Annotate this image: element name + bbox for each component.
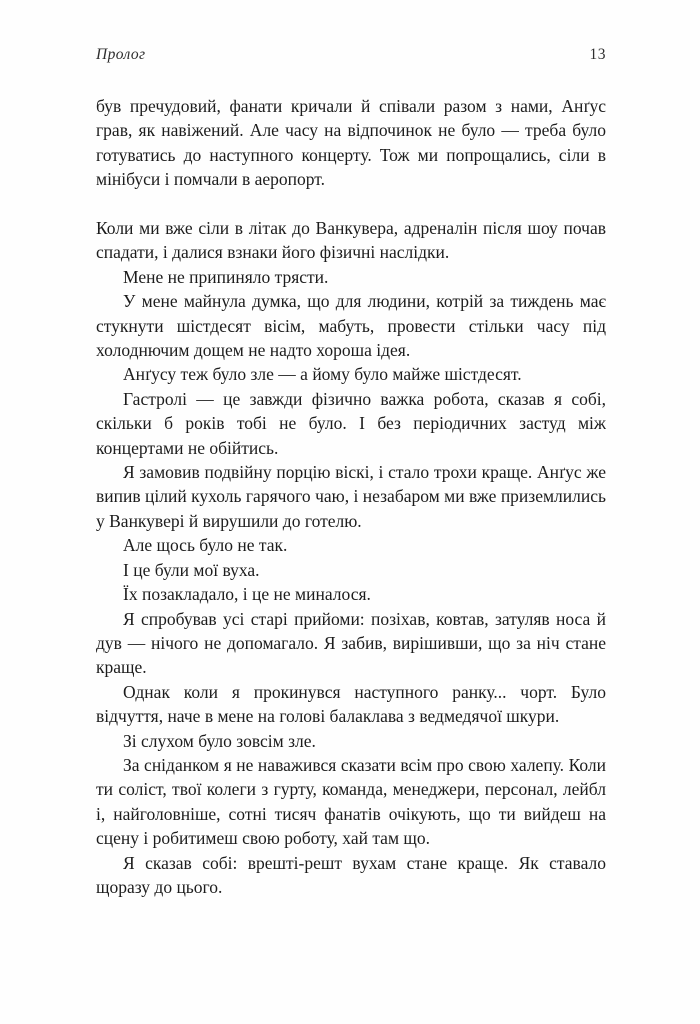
page-body	[96, 94, 606, 899]
paragraph: Гастролі — це завжди фізично важка робота, сказав я собі, скільки б років тобі не було. І без періодичних застуд між концертами не обійтись.	[96, 388, 606, 458]
paragraph: Але щось було не так.	[123, 535, 288, 556]
paragraph: У мене майнула думка, що для людини, котрій за тиждень має стукнути шістдесят вісім, мабуть, провести стільки часу під холоднючим дощем не надто хороша ідея.	[96, 291, 606, 361]
paragraph: був пречудовий, фанати кричали й співали разом з нами, Анґус грав, як навіжений. Але часу на відпочинок не було — треба було готуватись до наступного концерту. Тож ми попрощались, сіли в мінібуси і помчали в аеропорт.	[96, 96, 606, 190]
page-header	[96, 46, 606, 64]
paragraph: Анґусу теж було зле — а йому було майже шістдесят.	[123, 364, 522, 385]
paragraph: Однак коли я прокинувся наступного ранку... чорт. Було відчуття, наче в мене на голові балаклава з ведмедячої шкури.	[96, 681, 606, 727]
paragraph: Їх позакладало, і це не миналося.	[123, 584, 371, 605]
paragraph: Мене не припиняло трясти.	[123, 266, 329, 287]
paragraph: Я замовив подвійну порцію віскі, і стало трохи краще. Анґус же випив цілий кухоль гарячого чаю, і незабаром ми вже приземлились у Ванкувері й вирушили до готелю.	[96, 462, 606, 531]
paragraph: Зі слухом було зовсім зле.	[123, 730, 316, 751]
running-head-chapter-title: Пролог	[96, 46, 146, 63]
paragraph: За сніданком я не наважився сказати всім про свою халепу. Коли ти соліст, твої колеги з гурту, команда, менеджери, персонал, лейбл і, найголовніше, сотні тисяч фанатів очікують, що ти вийдеш на сцену і робитимеш свою роботу, хай там що.	[96, 754, 606, 849]
page-number: 13	[589, 46, 606, 63]
paragraph: І це були мої вуха.	[123, 559, 260, 580]
paragraph: Я сказав собі: врешті-решт вухам стане краще. Як ставало щоразу до цього.	[96, 852, 606, 897]
paragraph: Я спробував усі старі прийоми: позіхав, ковтав, затуляв носа й дув — нічого не допомагало. Я забив, вирішивши, що за ніч стане краще.	[96, 608, 606, 678]
paragraph: Коли ми вже сіли в літак до Ванкувера, адреналін після шоу почав спадати, і далися взнаки його фізичні наслідки.	[96, 218, 606, 263]
